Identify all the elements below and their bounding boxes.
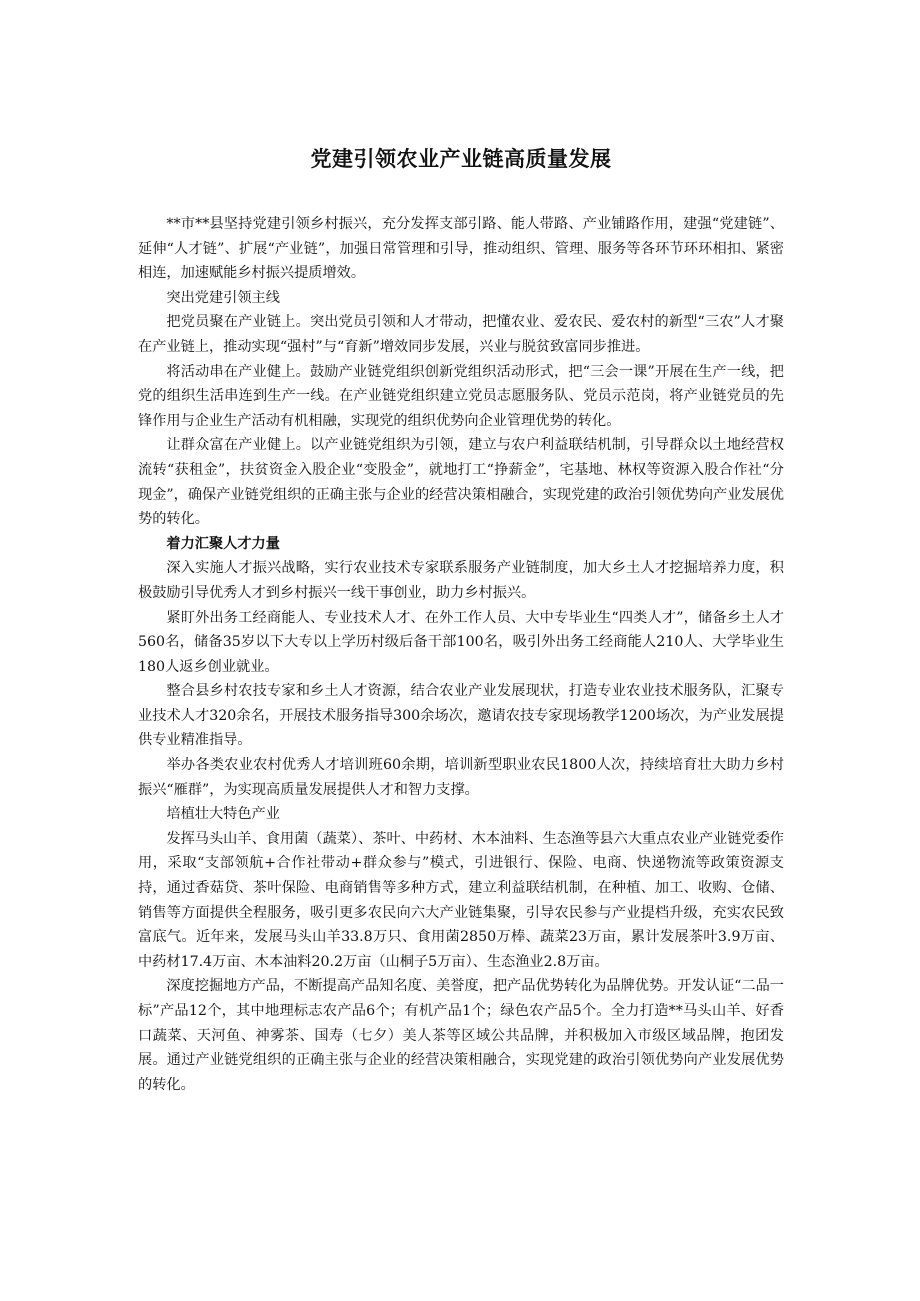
section-heading-party-building: 突出党建引领主线 (166, 289, 280, 306)
document-page (138, 144, 784, 1097)
section-heading-talent: 着力汇聚人才力量 (166, 535, 280, 552)
paragraph: 深度挖掘地方产品，不断提高产品知名度、美誉度，把产品优势转化为品牌优势。开发认证“二品一标”产品12个，其中地理标志农产品6个；有机产品1个；绿色农产品5个。全力打造**马头山羊、好香口蔬菜、天河鱼、神雾茶、国寿（七夕）美人茶等区域公共品牌，并积极加入市级区域品牌，抱团发展。通过产业链党组织的正确主张与企业的经营决策相融合，实现党建的政治引领优势向产业发展优势的转化。 (138, 978, 784, 1093)
paragraph: 深入实施人才振兴战略，实行农业技术专家联系服务产业链制度，加大乡土人才挖掘培养力度，积极鼓励引导优秀人才到乡村振兴一线干事创业，助力乡村振兴。 (138, 560, 784, 601)
paragraph: 紧盯外出务工经商能人、专业技术人才、在外工作人员、大中专毕业生“四类人才”，储备乡土人才560名，储备35岁以下大专以上学历村级后备干部100名，吸引外出务工经商能人210人、大学毕业生180人返乡创业就业。 (138, 609, 784, 675)
paragraph: 让群众富在产业健上。以产业链党组织为引领，建立与农户利益联结机制，引导群众以土地经营权流转“获租金”，扶贫资金入股企业“变股金”，就地打工“挣薪金”，宅基地、林权等资源入股合作社“分现金”，确保产业链党组织的正确主张与企业的经营决策相融合，实现党建的政治引领优势向产业发展优势的转化。 (138, 437, 784, 528)
paragraph: 发挥马头山羊、食用菌（蔬菜）、茶叶、中药材、木本油料、生态渔等县六大重点农业产业链党委作用，采取“支部领航+合作社带动+群众参与”模式，引进银行、保险、电商、快递物流等政策资源支持，通过香菇贷、茶叶保险、电商销售等多种方式，建立利益联结机制，在种植、加工、收购、仓储、销售等方面提供全程服务，吸引更多农民向六大产业链集聚，引导农民参与产业提档升级，充实农民致富底气。近年来，发展马头山羊33.8万只、食用菌2850万棒、蔬菜23万亩，累计发展茶叶3.9万亩、中药材17.4万亩、木本油料20.2万亩（山桐子5万亩）、生态渔业2.8万亩。 (138, 830, 784, 970)
paragraph: 举办各类农业农村优秀人才培训班60余期，培训新型职业农民1800人次，持续培育壮大助力乡村振兴“雁群”，为实现高质量发展提供人才和智力支撑。 (138, 757, 784, 798)
section-heading-industry: 培植壮大特色产业 (166, 806, 280, 823)
paragraph: 将活动串在产业健上。鼓励产业链党组织创新党组织活动形式，把“三会一课”开展在生产一线，把党的组织生活串连到生产一线。在产业链党组织建立党员志愿服务队、党员示范岗，将产业链党员的先锋作用与企业生产活动有机相融，实现党的组织优势向企业管理优势的转化。 (138, 363, 784, 429)
document-title: 党建引领农业产业链高质量发展 (310, 147, 612, 171)
intro-paragraph: **市**县坚持党建引领乡村振兴，充分发挥支部引路、能人带路、产业铺路作用，建强“党建链”、延伸“人才链”、扩展“产业链”，加强日常管理和引导，推动组织、管理、服务等各环节环环相扣、紧密相连，加速赋能乡村振兴提质增效。 (138, 216, 784, 282)
paragraph: 整合县乡村农技专家和乡土人才资源，结合农业产业发展现状，打造专业农业技术服务队，汇聚专业技术人才320余名，开展技术服务指导300余场次，邀请农技专家现场教学1200场次，为产业发展提供专业精准指导。 (138, 683, 784, 749)
paragraph: 把党员聚在产业链上。突出党员引领和人才带动，把懂农业、爱农民、爱农村的新型“三农”人才聚在产业链上，推动实现“强村”与“育新”增效同步发展，兴业与脱贫致富同步推进。 (138, 314, 784, 355)
